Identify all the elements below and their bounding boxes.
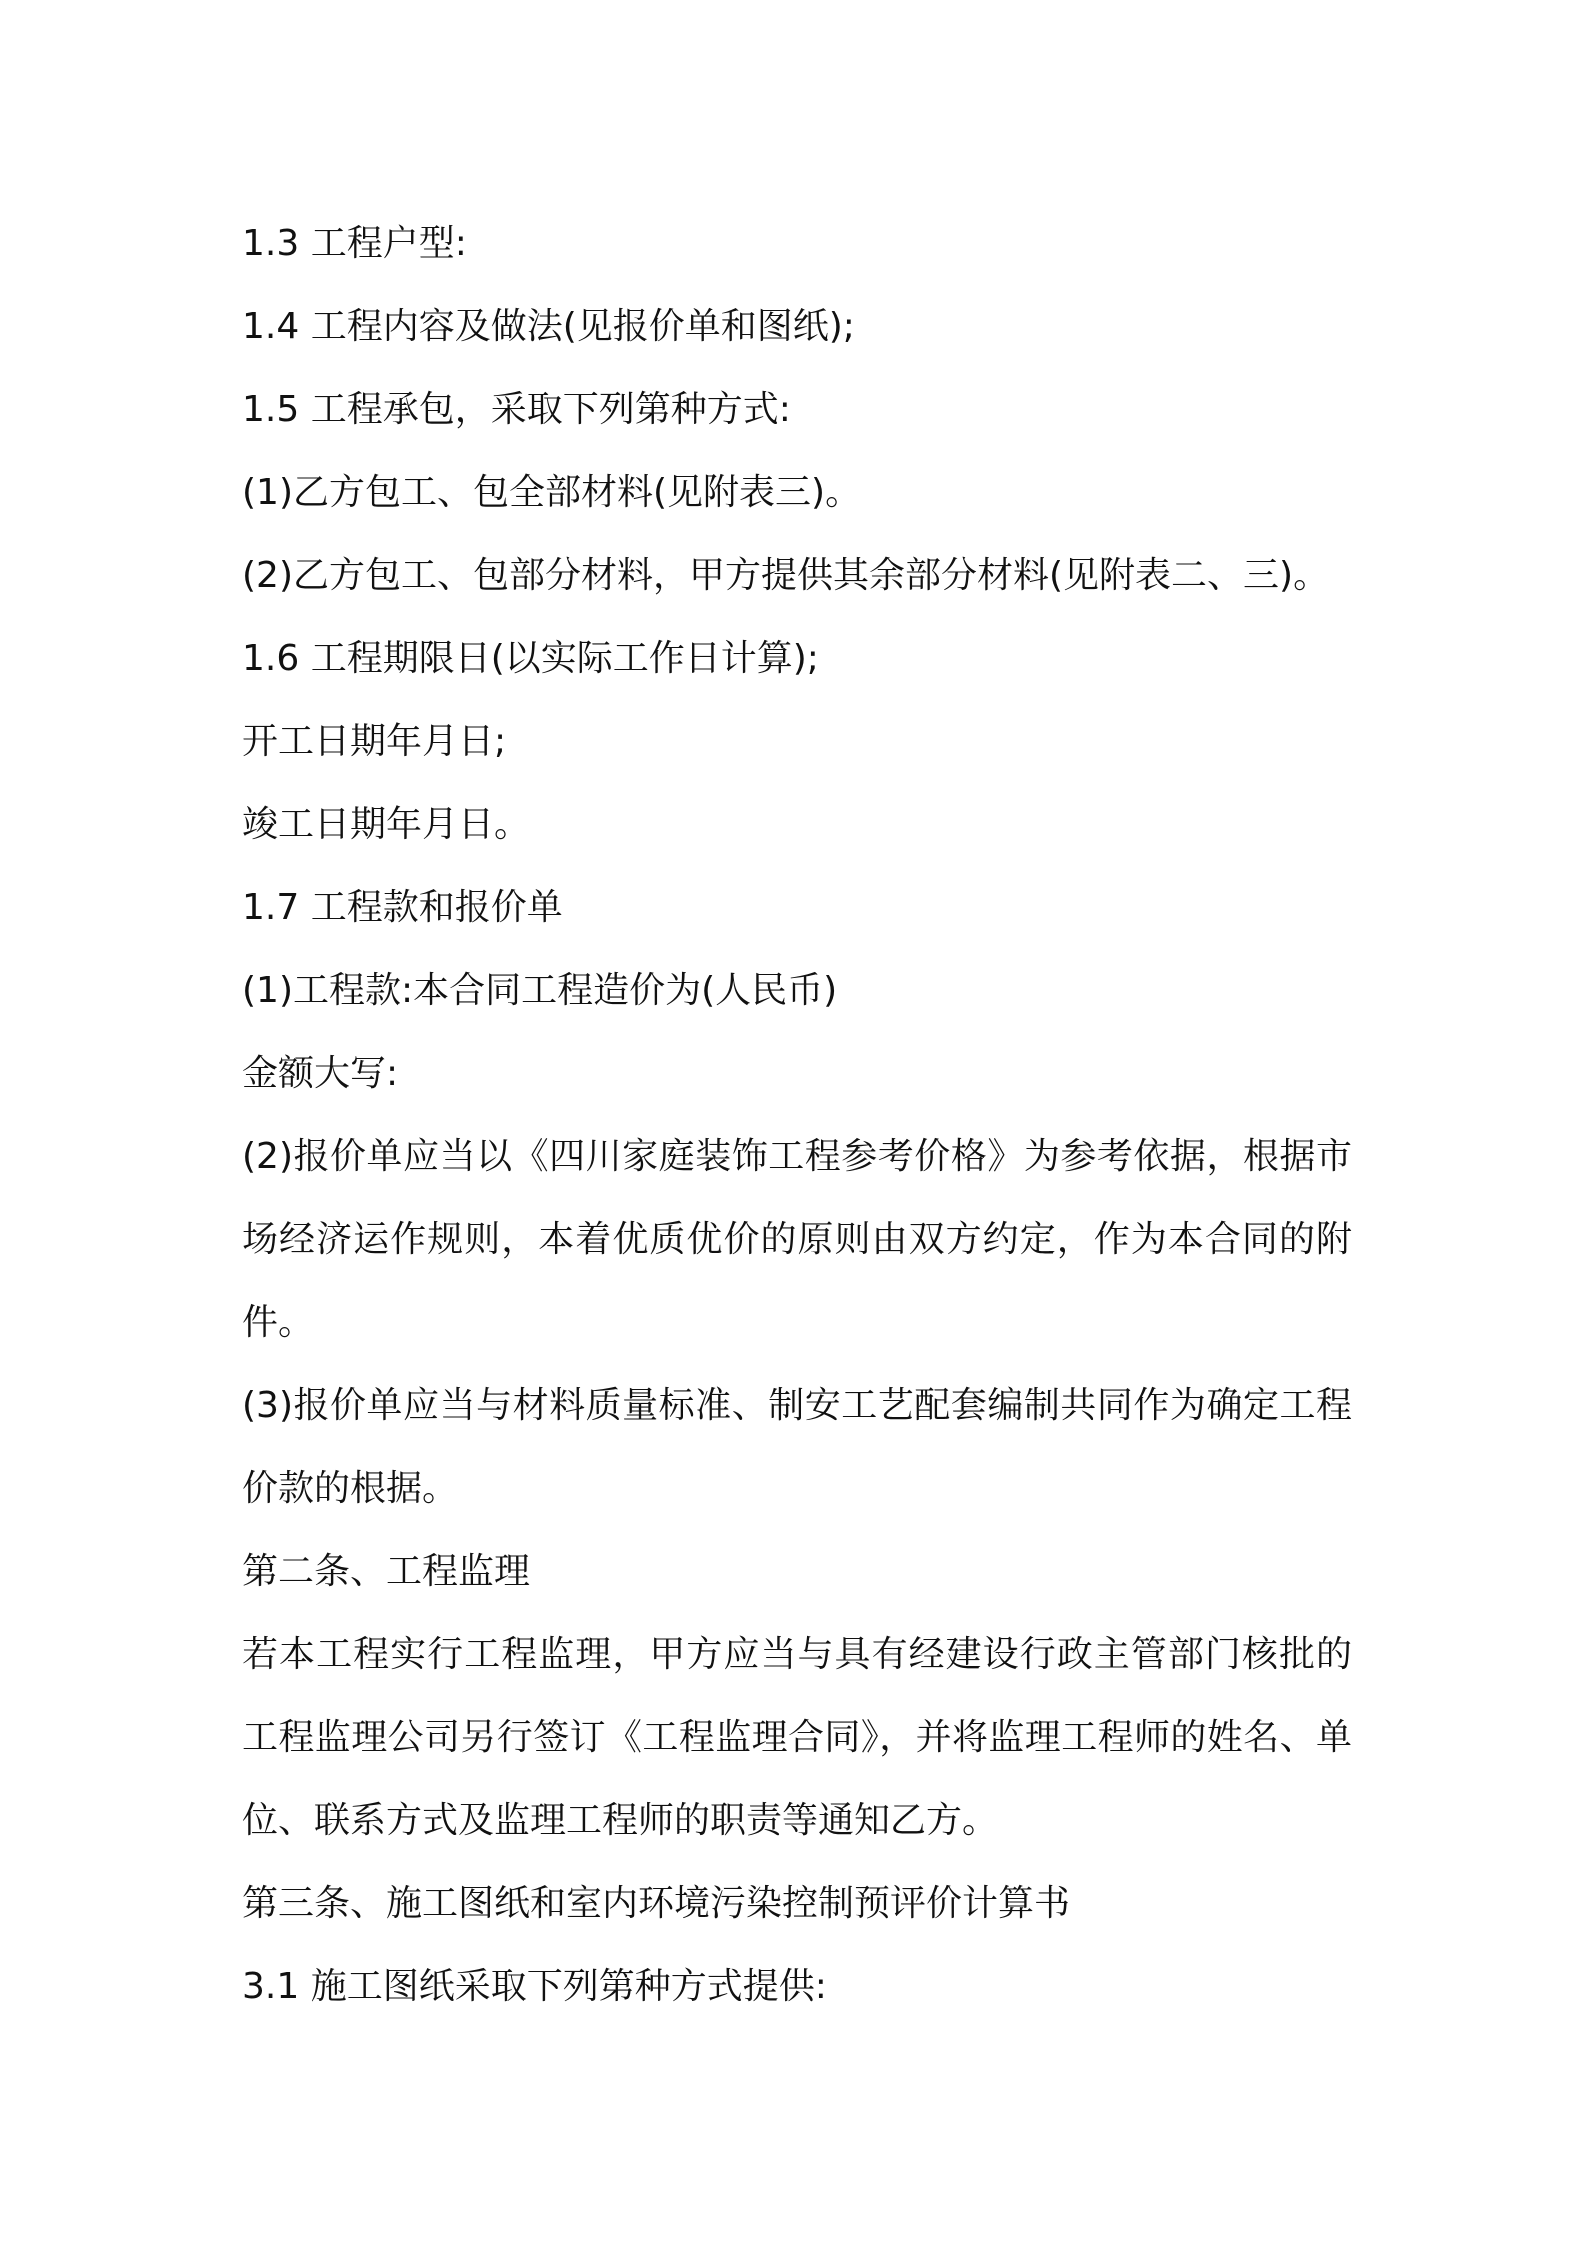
article-2-heading: 第二条、工程监理 [242,1551,531,1592]
clause-1-6-duration: 1.6 工程期限日(以实际工作日计算); [242,638,819,679]
price-basis-paragraph: (2)报价单应当以《四川家庭装饰工程参考价格》为参考依据，根据市场经济运作规则，本着优质优价的原则由双方约定，作为本合同的附件。 [242,1136,1352,1343]
amount-in-words: 金额大写: [242,1053,399,1094]
completion-date: 竣工日期年月日。 [242,804,531,845]
clause-1-5-contracting-mode: 1.5 工程承包，采取下列第种方式: [242,389,791,430]
clause-1-4-content-method: 1.4 工程内容及做法(见报价单和图纸); [242,306,855,347]
contract-text [242,202,1352,2028]
clause-1-3-house-type: 1.3 工程户型: [242,223,467,264]
start-date: 开工日期年月日; [242,721,507,762]
article-3-heading: 第三条、施工图纸和室内环境污染控制预评价计算书 [242,1883,1071,1924]
option-1-full-materials: (1)乙方包工、包全部材料(见附表三)。 [242,472,862,513]
clause-1-7-heading: 1.7 工程款和报价单 [242,887,563,928]
article-2-body: 若本工程实行工程监理，甲方应当与具有经建设行政主管部门核批的工程监理公司另行签订《工程监理合同》，并将监理工程师的姓名、单位、联系方式及监理工程师的职责等通知乙方。 [242,1634,1352,1841]
contract-price-line: (1)工程款:本合同工程造价为(人民币) [242,970,838,1011]
price-standard-paragraph: (3)报价单应当与材料质量标准、制安工艺配套编制共同作为确定工程价款的根据。 [242,1385,1352,1509]
option-2-partial-materials: (2)乙方包工、包部分材料，甲方提供其余部分材料(见附表二、三)。 [242,555,1330,596]
clause-3-1-drawings: 3.1 施工图纸采取下列第种方式提供: [242,1966,827,2007]
